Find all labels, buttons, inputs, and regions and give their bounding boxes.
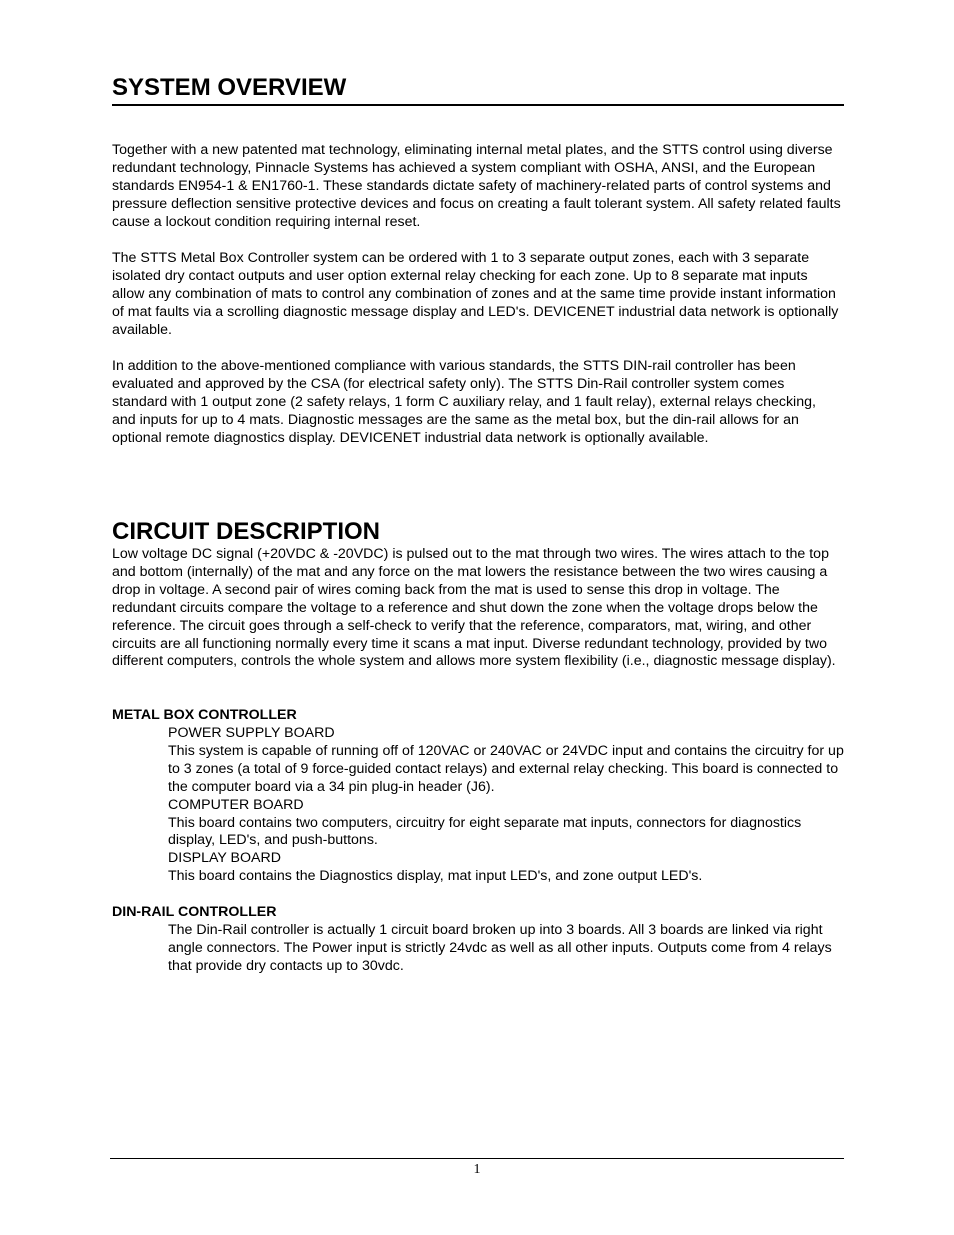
subheading-din-rail-controller: DIN-RAIL CONTROLLER (112, 904, 277, 920)
circuit-intro-paragraph: Low voltage DC signal (+20VDC & -20VDC) is pulsed out to the mat through two wires. The wires attach to the top and bottom (internally) of the mat and any force on the mat lowers the resistance between the two wires causing a drop in voltage. A second pair of wires coming back from the mat is used to sense this drop in voltage. The redundant circuits compare the voltage to a reference and shut down the zone when the voltage drops below the reference. The circuit goes through a self-check to verify that the reference, comparators, mat, wiring, and other circuits are all functioning normally every time it scans a mat input. Diverse redundant technology, provided by two different computers, controls the whole system and allows more system flexibility (i.e., diagnostic message display). (112, 546, 836, 670)
heading-rule (112, 104, 844, 106)
din-rail-description (168, 922, 844, 976)
board-title-power-supply: POWER SUPPLY BOARD (168, 725, 335, 741)
overview-paragraph-1: Together with a new patented mat technology, eliminating internal metal plates, and the STTS control using diverse redundant technology, Pinnacle Systems has achieved a system compliant with OSHA, ANSI, and the European standards EN954-1 & EN1760-1. These standards dictate safety of machinery-related parts of control systems and pressure deflection sensitive protective devices and focus on creating a fault tolerant system. All safety related faults cause a lockout condition requiring internal reset. (112, 142, 841, 230)
page-number: 1 (473, 1162, 481, 1177)
section-heading-circuit-description: CIRCUIT DESCRIPTION (112, 518, 381, 545)
board-desc-display: This board contains the Diagnostics display, mat input LED's, and zone output LED's. (168, 868, 703, 885)
subheading-metal-box-controller: METAL BOX CONTROLLER (112, 707, 297, 723)
board-desc-power-supply: This system is capable of running off of 120VAC or 240VAC or 24VDC input and contains the circuitry for up to 3 zones (a total of 9 force-guided contact relays) and external relay checking. This board is connected to the computer board via a 34 pin plug-in header (J6). (168, 742, 844, 795)
board-desc-computer: This board contains two computers, circuitry for eight separate mat inputs, connectors for diagnostics display, LED's, and push-buttons. (168, 814, 802, 849)
section-heading-system-overview: SYSTEM OVERVIEW (112, 74, 347, 101)
footer-rule (110, 1158, 844, 1159)
metal-box-board-list (168, 725, 844, 886)
board-title-display: DISPLAY BOARD (168, 850, 282, 867)
board-title-computer: COMPUTER BOARD (168, 796, 304, 813)
din-rail-text: The Din-Rail controller is actually 1 circuit board broken up into 3 boards. All 3 boards are linked via right angle connectors. The Power input is strictly 24vdc as well as all other inputs. Outputs come from 4 relays that provide dry contacts up to 30vdc. (168, 922, 832, 974)
overview-paragraph-3: In addition to the above-mentioned compliance with various standards, the STTS DIN-rail controller has been evaluated and approved by the CSA (for electrical safety only). The STTS Din-Rail controller system comes standard with 1 output zone (2 safety relays, 1 form C auxiliary relay, and 1 fault relay), external relays checking, and inputs for up to 4 mats. Diagnostic messages are the same as the metal box, but the din-rail allows for an optional remote diagnostics display. DEVICENET industrial data network is optionally available. (112, 358, 816, 446)
overview-paragraph-2: The STTS Metal Box Controller system can be ordered with 1 to 3 separate output zones, each with 3 separate isolated dry contact outputs and user option external relay checking for each zone. Up to 8 separate mat inputs allow any combination of mats to control any combination of zones and at the same time provide instant information of mat faults via a scrolling diagnostic message display and LED's. DEVICENET industrial data network is optionally available. (112, 250, 839, 338)
